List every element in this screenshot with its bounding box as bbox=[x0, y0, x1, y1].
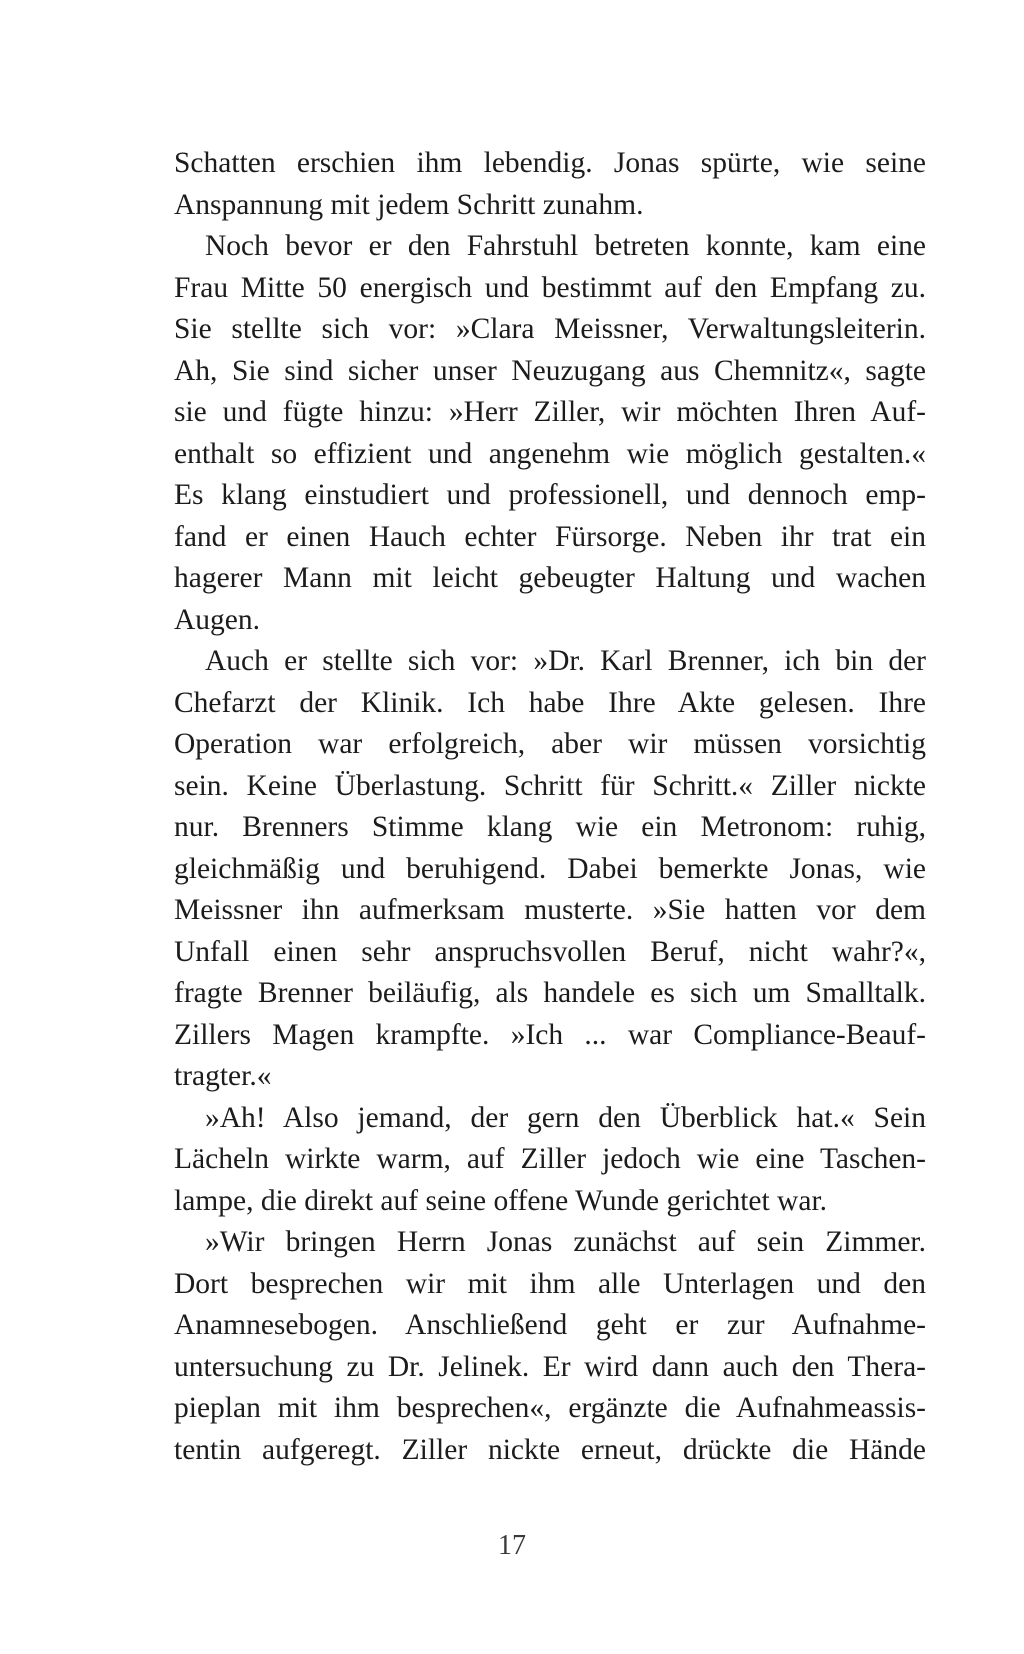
text-line: »Wir bringen Herrn Jonas zunächst auf sein Zimmer. bbox=[205, 1226, 926, 1258]
text-line: »Ah! Also jemand, der gern den Überblick hat.« Sein bbox=[205, 1101, 926, 1134]
text-line: fragte Brenner beiläufig, als handele es sich um Smalltalk. bbox=[174, 977, 926, 1009]
text-line: fand er einen Hauch echter Fürsorge. Neben ihr trat ein bbox=[174, 520, 926, 553]
text-line: Ah, Sie sind sicher unser Neuzugang aus Chemnitz«, sagte bbox=[174, 354, 926, 387]
text-line: Es klang einstudiert und professionell, und dennoch emp- bbox=[174, 479, 926, 511]
text-line: Noch bevor er den Fahrstuhl betreten konnte, kam eine bbox=[205, 230, 926, 262]
text-line: enthalt so effizient und angenehm wie möglich gestalten.« bbox=[174, 437, 926, 470]
text-line: untersuchung zu Dr. Jelinek. Er wird dann auch den Thera- bbox=[174, 1350, 926, 1383]
text-line: Lächeln wirkte warm, auf Ziller jedoch wie eine Taschen- bbox=[174, 1143, 926, 1175]
text-line: Auch er stellte sich vor: »Dr. Karl Brenner, ich bin der bbox=[205, 645, 926, 677]
text-line: gleichmäßig und beruhigend. Dabei bemerkte Jonas, wie bbox=[174, 852, 926, 885]
text-line: tragter.« bbox=[174, 1060, 272, 1092]
text-line: Sie stellte sich vor: »Clara Meissner, Verwaltungsleiterin. bbox=[174, 313, 926, 345]
text-line: lampe, die direkt auf seine offene Wunde gerichtet war. bbox=[174, 1184, 828, 1217]
text-line: Zillers Magen krampfte. »Ich ... war Compliance-Beauf- bbox=[174, 1018, 926, 1051]
text-line: hagerer Mann mit leicht gebeugter Haltung und wachen bbox=[174, 562, 926, 594]
text-line: pieplan mit ihm besprechen«, ergänzte die Aufnahmeassis- bbox=[174, 1392, 926, 1424]
text-line: sein. Keine Überlastung. Schritt für Schritt.« Ziller nickte bbox=[174, 769, 926, 802]
text-line: Operation war erfolgreich, aber wir müssen vorsichtig bbox=[174, 728, 926, 760]
text-line: Dort besprechen wir mit ihm alle Unterlagen und den bbox=[174, 1267, 926, 1300]
text-line: Anspannung mit jedem Schritt zunahm. bbox=[174, 188, 644, 221]
text-line: Unfall einen sehr anspruchsvollen Beruf, nicht wahr?«, bbox=[174, 935, 926, 968]
text-line: nur. Brenners Stimme klang wie ein Metronom: ruhig, bbox=[174, 811, 926, 843]
text-line: Chefarzt der Klinik. Ich habe Ihre Akte gelesen. Ihre bbox=[174, 686, 926, 719]
page-number: 17 bbox=[498, 1530, 526, 1561]
text-line: Schatten erschien ihm lebendig. Jonas spürte, wie seine bbox=[174, 147, 926, 179]
text-line: tentin aufgeregt. Ziller nickte erneut, drückte die Hände bbox=[174, 1433, 926, 1466]
page-text bbox=[174, 143, 926, 1471]
text-line: Augen. bbox=[174, 603, 261, 636]
text-line: Anamnesebogen. Anschließend geht er zur Aufnahme- bbox=[174, 1309, 926, 1341]
text-line: Frau Mitte 50 energisch und bestimmt auf den Empfang zu. bbox=[174, 271, 926, 304]
text-line: Meissner ihn aufmerksam musterte. »Sie hatten vor dem bbox=[174, 894, 926, 926]
text-line: sie und fügte hinzu: »Herr Ziller, wir möchten Ihren Auf- bbox=[174, 396, 926, 428]
